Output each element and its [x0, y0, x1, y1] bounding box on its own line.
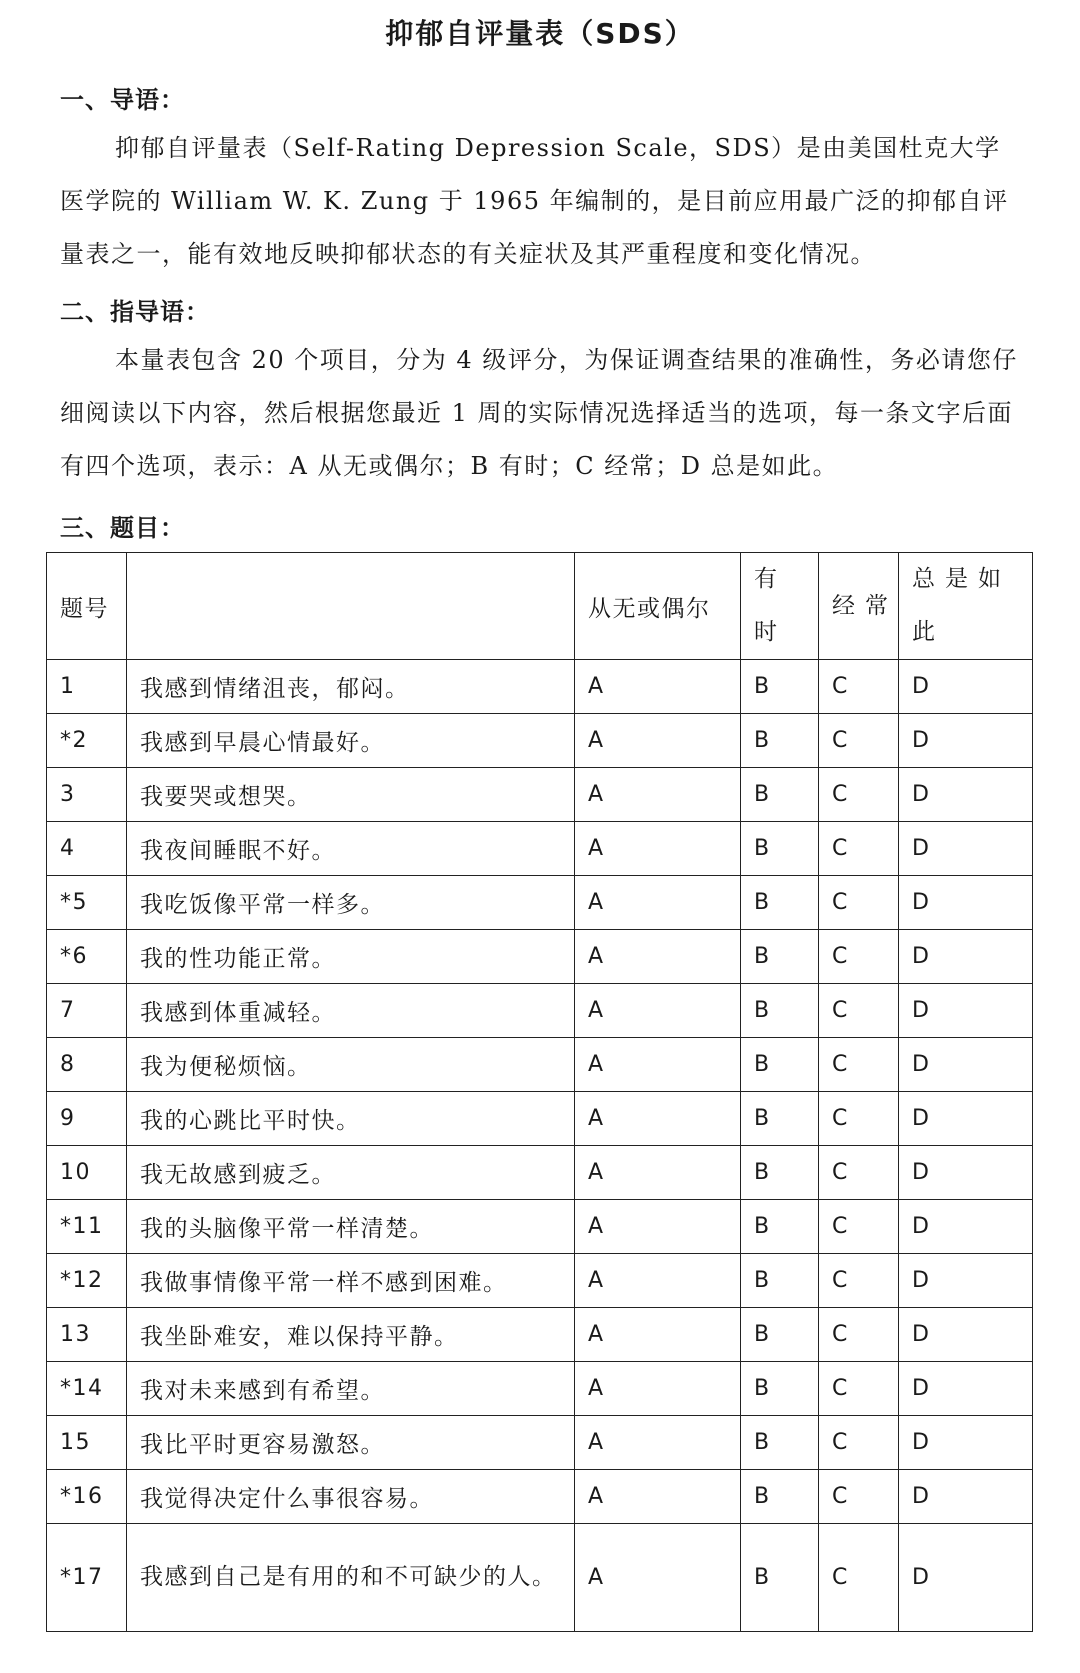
- item-statement: 我夜间睡眠不好。: [127, 822, 575, 876]
- option-d: D: [899, 1200, 1033, 1254]
- option-d: D: [899, 1524, 1033, 1632]
- option-b: B: [741, 1416, 819, 1470]
- item-statement: 我的性功能正常。: [127, 930, 575, 984]
- option-d: D: [899, 768, 1033, 822]
- option-d: D: [899, 822, 1033, 876]
- header-option-c: 经常: [819, 553, 899, 660]
- option-a: A: [575, 876, 741, 930]
- table-row: [47, 1416, 1033, 1470]
- table-row: [47, 1038, 1033, 1092]
- option-a: A: [575, 714, 741, 768]
- option-d: D: [899, 714, 1033, 768]
- item-number: 4: [47, 822, 127, 876]
- option-b: B: [741, 714, 819, 768]
- option-d: D: [899, 1146, 1033, 1200]
- item-number: 10: [47, 1146, 127, 1200]
- item-statement: 我的心跳比平时快。: [127, 1092, 575, 1146]
- sds-items-table: [46, 552, 1033, 1632]
- item-number: *6: [47, 930, 127, 984]
- item-statement: 我吃饭像平常一样多。: [127, 876, 575, 930]
- option-b: B: [741, 1038, 819, 1092]
- option-a: A: [575, 1362, 741, 1416]
- table-row: [47, 660, 1033, 714]
- item-number: 15: [47, 1416, 127, 1470]
- item-number: *17: [47, 1524, 127, 1632]
- option-c: C: [819, 1254, 899, 1308]
- item-number: *11: [47, 1200, 127, 1254]
- item-statement: 我比平时更容易激怒。: [127, 1416, 575, 1470]
- option-b: B: [741, 1470, 819, 1524]
- option-a: A: [575, 1038, 741, 1092]
- option-b: B: [741, 876, 819, 930]
- option-b: B: [741, 1524, 819, 1632]
- table-row: [47, 1146, 1033, 1200]
- item-statement: 我对未来感到有希望。: [127, 1362, 575, 1416]
- header-statement: [127, 553, 575, 660]
- option-d: D: [899, 984, 1033, 1038]
- option-c: C: [819, 660, 899, 714]
- option-d: D: [899, 660, 1033, 714]
- option-c: C: [819, 1092, 899, 1146]
- option-c: C: [819, 1146, 899, 1200]
- item-statement: 我为便秘烦恼。: [127, 1038, 575, 1092]
- table-row: [47, 1524, 1033, 1632]
- option-d: D: [899, 1308, 1033, 1362]
- item-statement: 我无故感到疲乏。: [127, 1146, 575, 1200]
- option-a: A: [575, 1254, 741, 1308]
- item-statement: 我感到体重减轻。: [127, 984, 575, 1038]
- item-number: *2: [47, 714, 127, 768]
- item-statement: 我坐卧难安，难以保持平静。: [127, 1308, 575, 1362]
- option-c: C: [819, 930, 899, 984]
- item-statement: 我感到情绪沮丧，郁闷。: [127, 660, 575, 714]
- option-c: C: [819, 1308, 899, 1362]
- guide-paragraph: 本量表包含 20 个项目，分为 4 级评分，为保证调查结果的准确性，务必请您仔细阅读以下内容，然后根据您最近 1 周的实际情况选择适当的选项，每一条文字后面有四个选项，表示：A 从无或偶尔；B 有时；C 经常；D 总是如此。: [60, 346, 1018, 480]
- item-statement: 我要哭或想哭。: [127, 768, 575, 822]
- items-heading: 三、题目：: [60, 514, 185, 542]
- option-a: A: [575, 822, 741, 876]
- option-b: B: [741, 768, 819, 822]
- option-a: A: [575, 984, 741, 1038]
- guide-heading: 二、指导语：: [60, 298, 210, 326]
- option-a: A: [575, 1146, 741, 1200]
- item-number: 7: [47, 984, 127, 1038]
- item-statement: 我的头脑像平常一样清楚。: [127, 1200, 575, 1254]
- table-row: [47, 1362, 1033, 1416]
- option-b: B: [741, 1362, 819, 1416]
- option-a: A: [575, 1524, 741, 1632]
- option-d: D: [899, 1362, 1033, 1416]
- option-b: B: [741, 1308, 819, 1362]
- option-b: B: [741, 1254, 819, 1308]
- option-d: D: [899, 1092, 1033, 1146]
- option-a: A: [575, 1092, 741, 1146]
- option-a: A: [575, 930, 741, 984]
- header-option-d: 总是如此: [899, 553, 1033, 660]
- option-a: A: [575, 768, 741, 822]
- option-d: D: [899, 930, 1033, 984]
- table-row: [47, 1254, 1033, 1308]
- option-a: A: [575, 1416, 741, 1470]
- page-title: 抑郁自评量表（SDS）: [385, 17, 695, 50]
- header-number: 题号: [47, 553, 127, 660]
- option-b: B: [741, 930, 819, 984]
- option-c: C: [819, 822, 899, 876]
- option-a: A: [575, 1200, 741, 1254]
- table-row: [47, 984, 1033, 1038]
- item-statement: 我感到自己是有用的和不可缺少的人。: [127, 1524, 575, 1632]
- table-header-row: [47, 553, 1033, 660]
- item-number: *5: [47, 876, 127, 930]
- option-c: C: [819, 1524, 899, 1632]
- option-a: A: [575, 1308, 741, 1362]
- option-d: D: [899, 876, 1033, 930]
- option-d: D: [899, 1416, 1033, 1470]
- table-row: [47, 1470, 1033, 1524]
- item-number: 9: [47, 1092, 127, 1146]
- option-d: D: [899, 1470, 1033, 1524]
- table-row: [47, 822, 1033, 876]
- table-row: [47, 930, 1033, 984]
- item-statement: 我感到早晨心情最好。: [127, 714, 575, 768]
- option-c: C: [819, 1362, 899, 1416]
- header-option-a: 从无或偶尔: [575, 553, 741, 660]
- item-number: 13: [47, 1308, 127, 1362]
- item-statement: 我觉得决定什么事很容易。: [127, 1470, 575, 1524]
- option-b: B: [741, 660, 819, 714]
- table-row: [47, 1308, 1033, 1362]
- intro-paragraph: 抑郁自评量表（Self-Rating Depression Scale，SDS）是由美国杜克大学医学院的 William W. K. Zung 于 1965 年编制的，是目前应用最广泛的抑郁自评量表之一，能有效地反映抑郁状态的有关症状及其严重程度和变化情况。: [60, 134, 1009, 268]
- header-option-b: 有时: [741, 553, 819, 660]
- option-b: B: [741, 1092, 819, 1146]
- option-a: A: [575, 1470, 741, 1524]
- option-c: C: [819, 1416, 899, 1470]
- table-row: [47, 768, 1033, 822]
- item-statement: 我做事情像平常一样不感到困难。: [127, 1254, 575, 1308]
- item-number: 3: [47, 768, 127, 822]
- table-row: [47, 876, 1033, 930]
- item-number: *14: [47, 1362, 127, 1416]
- option-a: A: [575, 660, 741, 714]
- option-c: C: [819, 768, 899, 822]
- item-number: *16: [47, 1470, 127, 1524]
- option-b: B: [741, 1200, 819, 1254]
- option-c: C: [819, 1038, 899, 1092]
- table-row: [47, 714, 1033, 768]
- table-row: [47, 1200, 1033, 1254]
- option-b: B: [741, 822, 819, 876]
- intro-heading: 一、导语：: [60, 86, 185, 114]
- option-c: C: [819, 984, 899, 1038]
- item-number: *12: [47, 1254, 127, 1308]
- option-b: B: [741, 984, 819, 1038]
- option-c: C: [819, 1200, 899, 1254]
- option-c: C: [819, 714, 899, 768]
- item-number: 8: [47, 1038, 127, 1092]
- option-d: D: [899, 1254, 1033, 1308]
- table-row: [47, 1092, 1033, 1146]
- option-c: C: [819, 876, 899, 930]
- option-d: D: [899, 1038, 1033, 1092]
- option-b: B: [741, 1146, 819, 1200]
- item-number: 1: [47, 660, 127, 714]
- option-c: C: [819, 1470, 899, 1524]
